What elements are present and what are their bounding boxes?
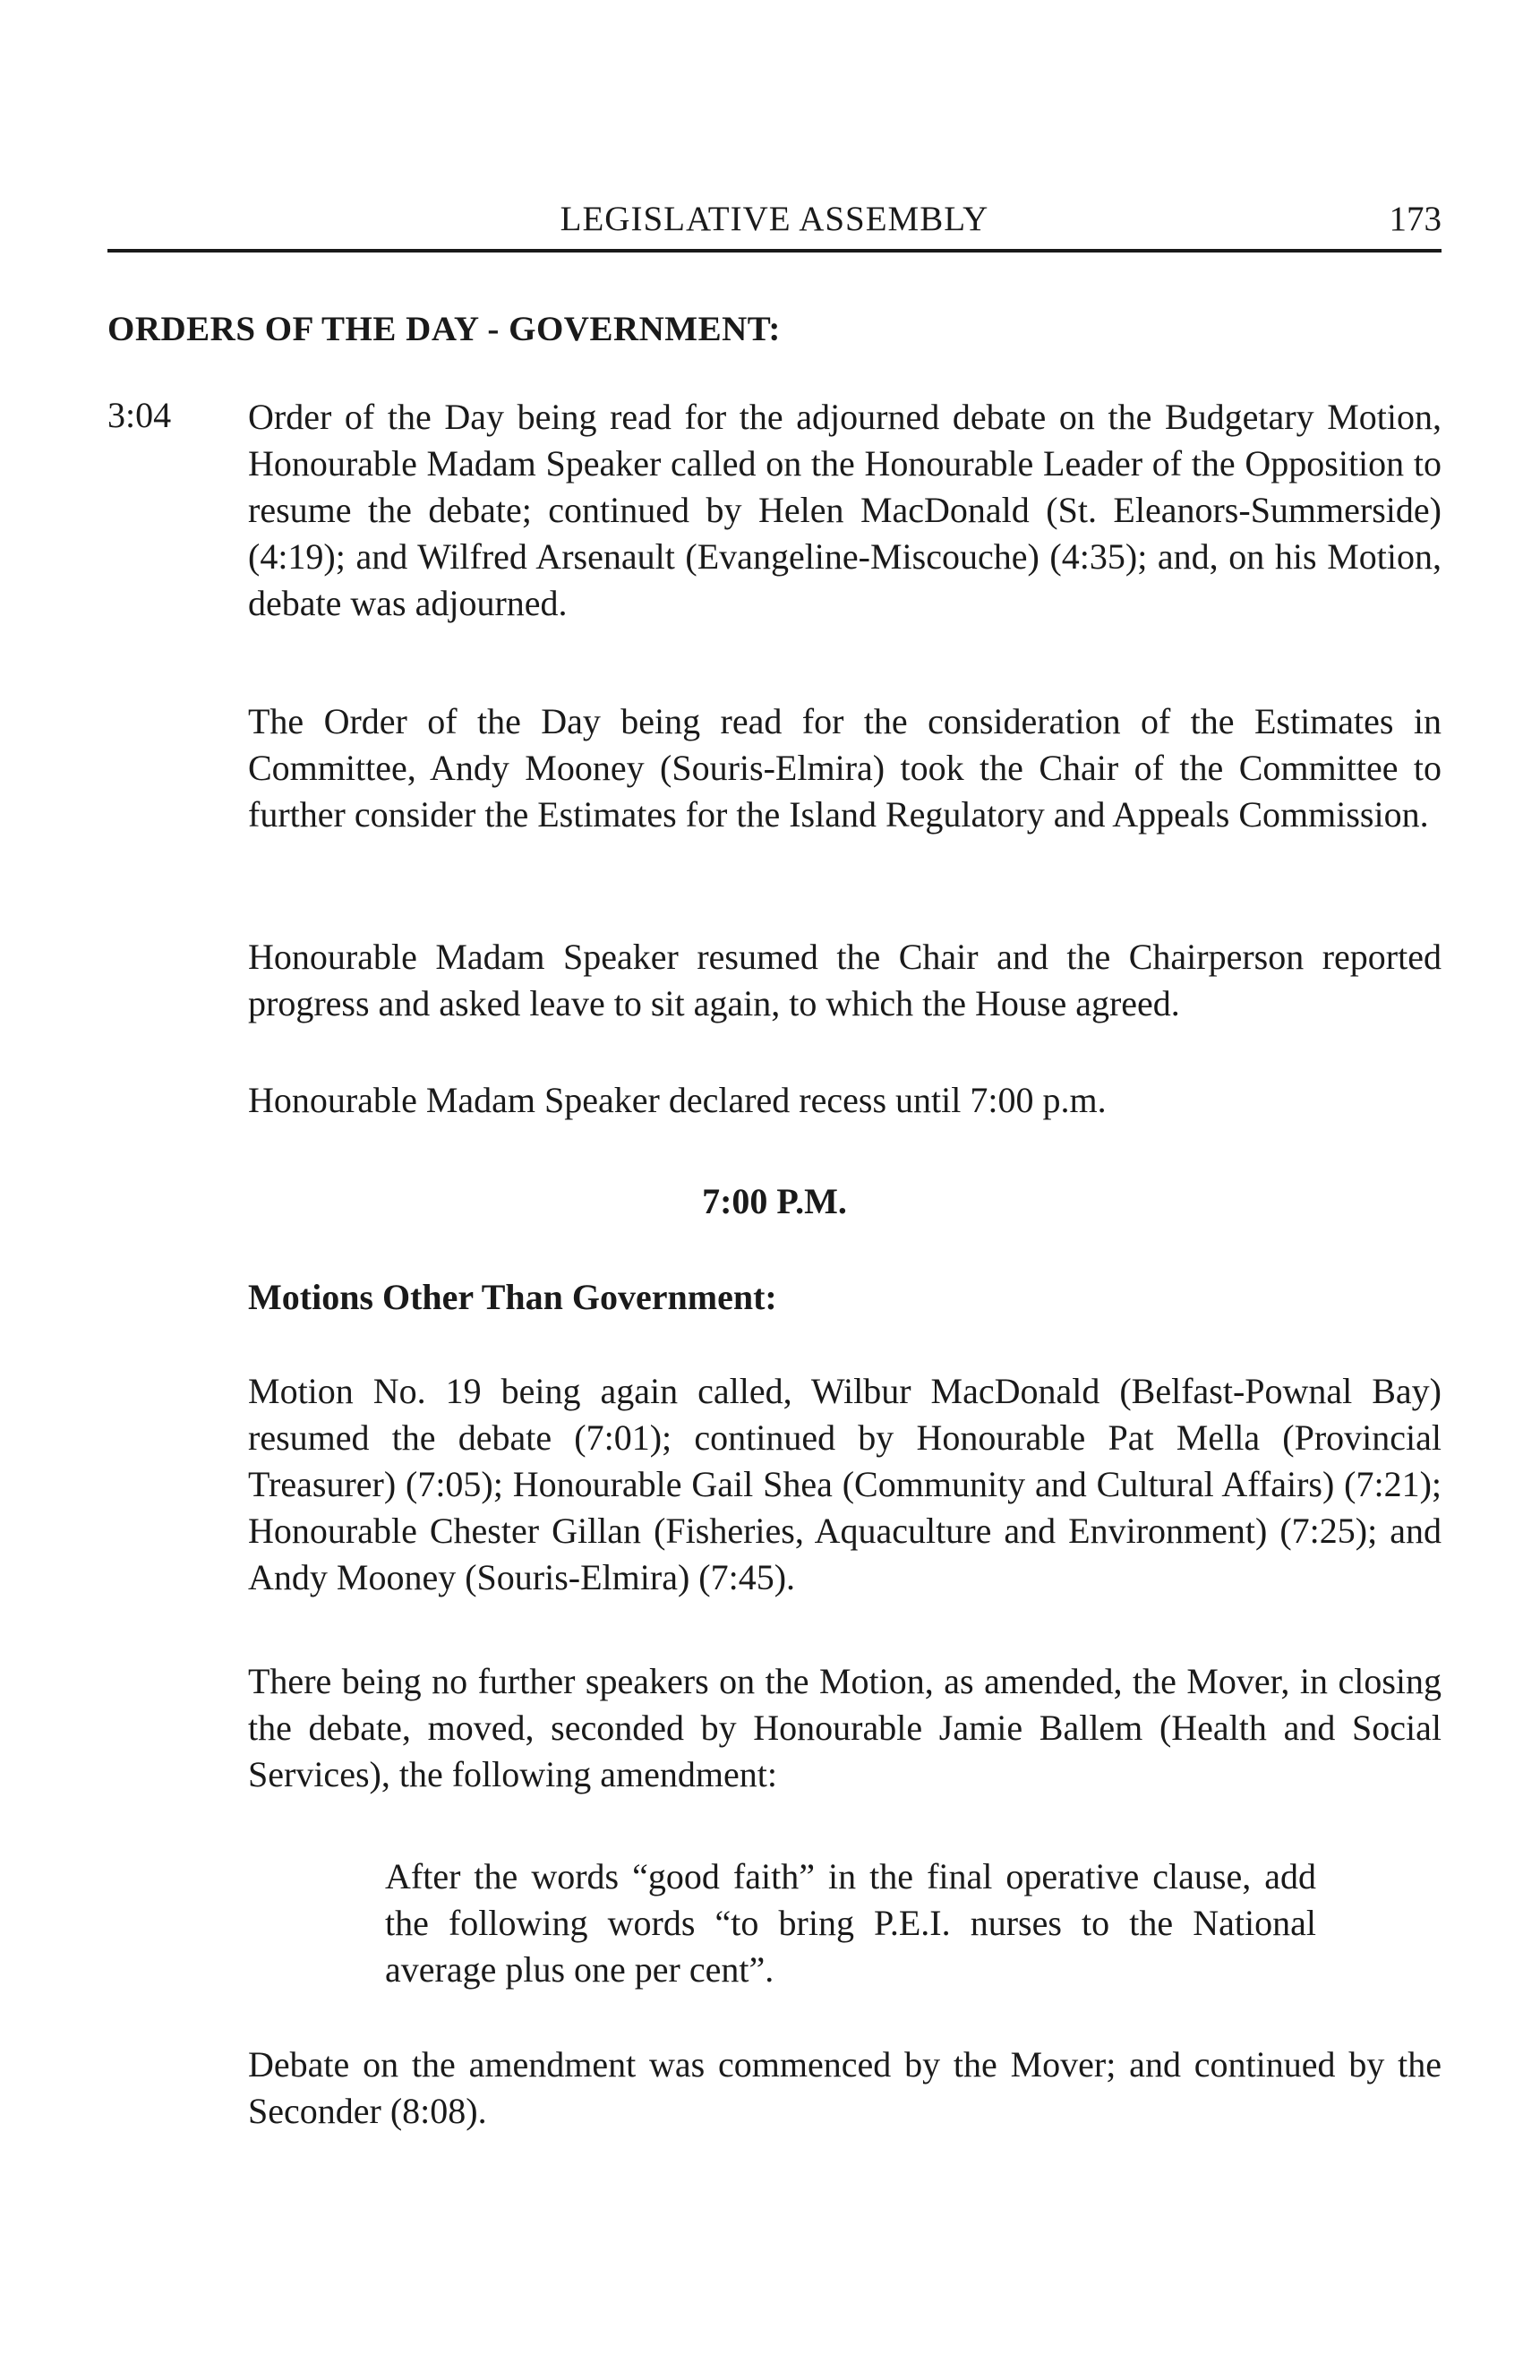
running-header: [107, 199, 1442, 244]
page-number: 173: [1389, 200, 1442, 238]
paragraph-speaker-resumed: Honourable Madam Speaker resumed the Chair and the Chairperson reported progress and asked leave to sit again, to which the House agreed.: [248, 937, 1442, 1023]
entry-time: 3:04: [107, 395, 172, 435]
section-heading: ORDERS OF THE DAY - GOVERNMENT:: [107, 310, 781, 348]
amendment-text: After the words “good faith” in the final operative clause, add the following words “to bring P.E.I. nurses to the National average plus one per cent”.: [385, 1856, 1316, 1990]
header-rule: [107, 249, 1442, 253]
running-title: LEGISLATIVE ASSEMBLY: [560, 200, 989, 238]
motions-heading: Motions Other Than Government:: [248, 1277, 777, 1317]
evening-sitting-heading: 7:00 P.M.: [702, 1181, 847, 1221]
paragraph-amendment-debate: Debate on the amendment was commenced by the Mover; and continued by the Seconder (8:08).: [248, 2044, 1442, 2131]
paragraph-motion-19: Motion No. 19 being again called, Wilbur MacDonald (Belfast-Pownal Bay) resumed the debate (7:01); continued by Honourable Pat Mella (Provincial Treasurer) (7:05); Honourable Gail Shea (Community and Cultural Affairs) (7:21); Honourable Chester Gillan (Fisheries, Aquaculture and Environment) (7:25); and Andy Mooney (Souris-Elmira) (7:45).: [248, 1371, 1442, 1597]
paragraph-recess: Honourable Madam Speaker declared recess until 7:00 p.m.: [248, 1080, 1107, 1120]
paragraph-estimates-committee: The Order of the Day being read for the consideration of the Estimates in Committee, Andy Mooney (Souris-Elmira) took the Chair of the Committee to further consider the Estimates for the Island Regulatory and Appeals Commission.: [248, 701, 1442, 835]
paragraph-amendment-intro: There being no further speakers on the Motion, as amended, the Mover, in closing the debate, moved, seconded by Honourable Jamie Ballem (Health and Social Services), the following amendment:: [248, 1661, 1442, 1794]
paragraph-budgetary-debate: Order of the Day being read for the adjourned debate on the Budgetary Motion, Honourable Madam Speaker called on the Honourable Leader of the Opposition to resume the debate; continued by Helen MacDonald (St. Eleanors-Summerside) (4:19); and Wilfred Arsenault (Evangeline-Miscouche) (4:35); and, on his Motion, debate was adjourned.: [248, 397, 1442, 623]
